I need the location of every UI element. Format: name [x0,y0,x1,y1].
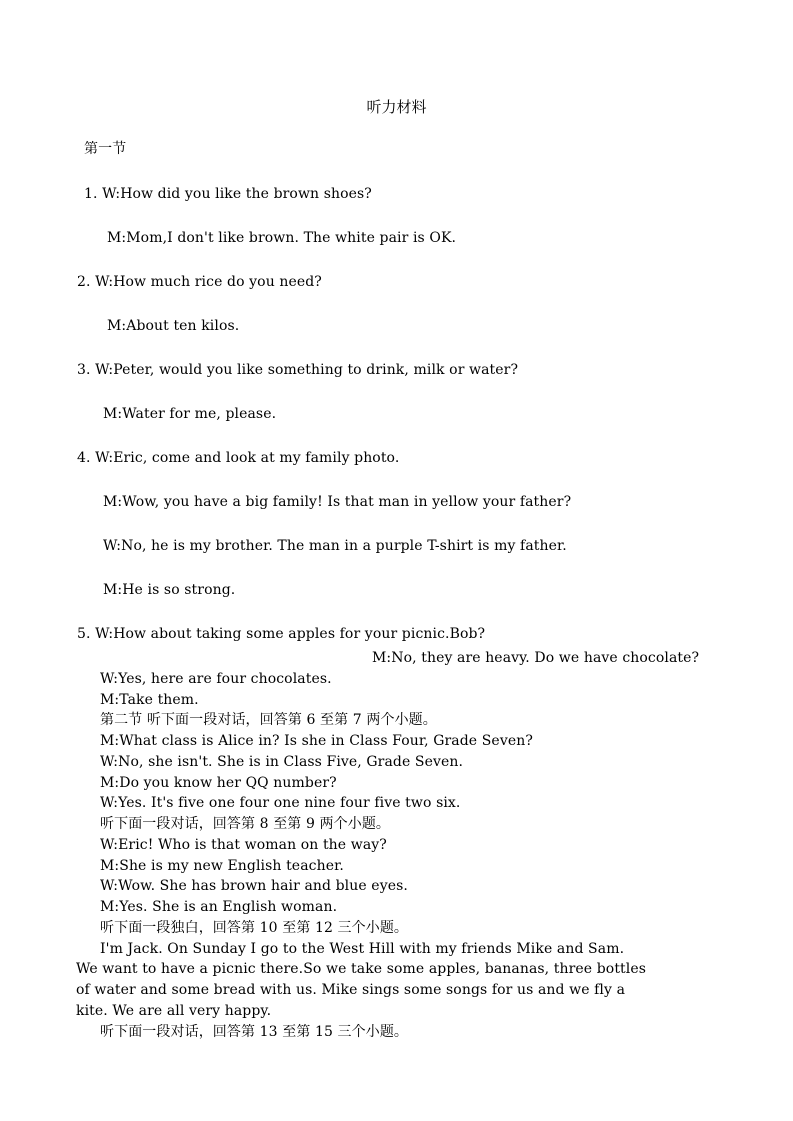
section-instruction: 听下面一段对话，回答第 13 至第 15 三个小题。 [100,1024,409,1040]
dialogue-line: 5. W:How about taking some apples for your picnic.Bob? [77,626,486,642]
dialogue-line: M:What class is Alice in? Is she in Class Four, Grade Seven? [100,733,533,749]
section-instruction: 听下面一段独白，回答第 10 至第 12 三个小题。 [100,920,409,936]
dialogue-line: 1. W:How did you like the brown shoes? [84,186,372,202]
dialogue-line: M:Yes. She is an English woman. [100,899,338,915]
monologue-line: I'm Jack. On Sunday I go to the West Hill with my friends Mike and Sam. [100,941,625,957]
dialogue-line: W:No, she isn't. She is in Class Five, Grade Seven. [100,754,464,770]
monologue-line: We want to have a picnic there.So we take some apples, bananas, three bottles [76,961,647,977]
dialogue-line: M:No, they are heavy. Do we have chocolate? [372,650,700,666]
dialogue-line: M:About ten kilos. [107,318,240,334]
dialogue-line: W:Wow. She has brown hair and blue eyes. [100,878,408,894]
dialogue-line: M:Take them. [100,692,199,708]
dialogue-line: M:She is my new English teacher. [100,858,344,874]
dialogue-line: M:Wow, you have a big family! Is that man in yellow your father? [103,494,572,510]
dialogue-line: W:No, he is my brother. The man in a purple T-shirt is my father. [103,538,567,554]
dialogue-line: W:Eric! Who is that woman on the way? [100,837,387,853]
page-title: 听力材料 [366,98,427,116]
dialogue-line: W:Yes, here are four chocolates. [100,671,332,687]
dialogue-line: M:Do you know her QQ number? [100,775,337,791]
dialogue-line: M:Water for me, please. [103,406,277,422]
monologue-line: kite. We are all very happy. [76,1003,272,1019]
dialogue-line: 4. W:Eric, come and look at my family photo. [77,450,400,466]
monologue-line: of water and some bread with us. Mike sings some songs for us and we fly a [76,982,626,998]
dialogue-line: 3. W:Peter, would you like something to drink, milk or water? [77,362,519,378]
section-instruction: 听下面一段对话，回答第 8 至第 9 两个小题。 [100,816,391,832]
dialogue-line: W:Yes. It's five one four one nine four five two six. [100,795,461,811]
section-instruction: 第二节 听下面一段对话，回答第 6 至第 7 两个小题。 [100,712,437,728]
dialogue-line: M:Mom,I don't like brown. The white pair is OK. [107,230,457,246]
dialogue-line: 2. W:How much rice do you need? [77,274,322,290]
dialogue-line: M:He is so strong. [103,582,236,598]
section-heading: 第一节 [84,141,127,157]
